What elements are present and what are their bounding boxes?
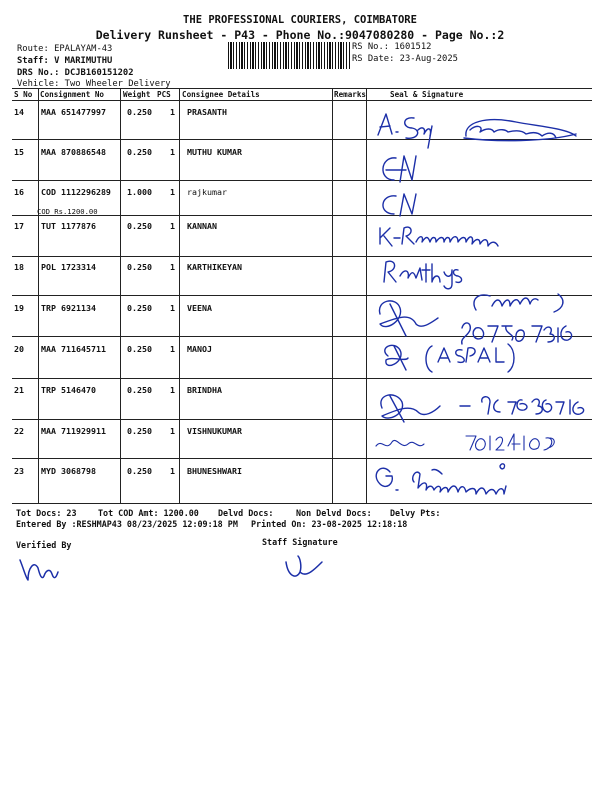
- signature-row-15: [383, 156, 416, 182]
- signature-row-22: [376, 434, 554, 450]
- row-consignee: BHUNESHWARI: [187, 466, 242, 476]
- row-consignee: KARTHIKEYAN: [187, 262, 242, 272]
- signature-row-16: [383, 194, 416, 216]
- col-header-consignment: Consignment No: [40, 90, 105, 99]
- signature-row-14: [378, 114, 576, 148]
- row-weight: 0.250: [127, 303, 152, 313]
- vehicle-label: Vehicle: Two Wheeler Delivery: [17, 79, 171, 89]
- row-weight: 0.250: [127, 466, 152, 476]
- row-consignment: MAA 711645711: [41, 344, 106, 354]
- row-sno: 14: [14, 107, 24, 117]
- row-weight: 0.250: [127, 385, 152, 395]
- row-sno: 21: [14, 385, 24, 395]
- row-consignment: MAA 711929911: [41, 426, 106, 436]
- row-pcs: 1: [170, 466, 175, 476]
- runsheet-title: Delivery Runsheet - P43 - Phone No.:9047080280 - Page No.:2: [95, 28, 505, 42]
- delivery-points: Delvy Pts:: [390, 508, 441, 518]
- verified-by-signature: [14, 550, 64, 590]
- row-consignment: MAA 870886548: [41, 147, 106, 157]
- row-sno: 18: [14, 262, 24, 272]
- staff-signature: [282, 548, 332, 586]
- row-sno: 15: [14, 147, 24, 157]
- row-pcs: 1: [170, 147, 175, 157]
- col-header-sno: S No: [14, 90, 33, 99]
- row-sno: 20: [14, 344, 24, 354]
- total-cod-amount: Tot COD Amt: 1200.00: [98, 508, 199, 518]
- row-consignee: MANOJ: [187, 344, 212, 354]
- verified-by-label: Verified By: [16, 540, 72, 550]
- row-cod-amount: COD Rs.1200.00: [37, 207, 98, 216]
- barcode: [228, 42, 350, 69]
- row-sno: 22: [14, 426, 24, 436]
- rs-no: RS No.: 1601512: [352, 42, 432, 52]
- row-weight: 1.000: [127, 187, 152, 197]
- row-pcs: 1: [170, 303, 175, 313]
- signature-row-20: [385, 344, 514, 372]
- row-pcs: 1: [170, 344, 175, 354]
- row-consignee: KANNAN: [187, 221, 217, 231]
- row-consignment: TRP 5146470: [41, 385, 96, 395]
- row-sno: 16: [14, 187, 24, 197]
- signature-row-18: [384, 261, 462, 289]
- row-consignment: TRP 6921134: [41, 303, 96, 313]
- row-consignee: rajkumar: [187, 187, 227, 197]
- row-weight: 0.250: [127, 221, 152, 231]
- row-sno: 19: [14, 303, 24, 313]
- signature-row-19: [379, 294, 571, 344]
- row-consignment: MAA 651477997: [41, 107, 106, 117]
- row-sno: 17: [14, 221, 24, 231]
- row-pcs: 1: [170, 262, 175, 272]
- non-delivered-docs: Non Delvd Docs:: [296, 508, 372, 518]
- row-consignee: PRASANTH: [187, 107, 227, 117]
- row-weight: 0.250: [127, 344, 152, 354]
- row-consignment: POL 1723314: [41, 262, 96, 272]
- printed-on: Printed On: 23-08-2025 12:18:18: [251, 519, 408, 529]
- row-pcs: 1: [170, 187, 175, 197]
- route-label: Route: EPALAYAM-43: [17, 44, 113, 54]
- row-pcs: 1: [170, 221, 175, 231]
- delivered-docs: Delvd Docs:: [218, 508, 274, 518]
- row-consignment: COD 1112296289: [41, 187, 111, 197]
- entered-by: Entered By :RESHMAP43 08/23/2025 12:09:18 PM: [16, 519, 238, 529]
- col-header-signature: Seal & Signature: [390, 90, 464, 99]
- col-header-remarks: Remarks: [334, 90, 367, 99]
- signature-row-23: [376, 464, 506, 494]
- drs-label: DRS No.: DCJB160151202: [17, 68, 134, 78]
- row-consignee: VEENA: [187, 303, 212, 313]
- company-name: THE PROFESSIONAL COURIERS, COIMBATORE: [183, 14, 417, 26]
- col-header-pcs: PCS: [157, 90, 171, 99]
- col-header-weight: Weight: [123, 90, 151, 99]
- row-pcs: 1: [170, 385, 175, 395]
- handwritten-signatures: [366, 100, 592, 503]
- row-weight: 0.250: [127, 426, 152, 436]
- row-consignee: VISHNUKUMAR: [187, 426, 242, 436]
- col-header-consignee: Consignee Details: [182, 90, 260, 99]
- rs-date: RS Date: 23-Aug-2025: [352, 54, 458, 64]
- row-consignment: TUT 1177876: [41, 221, 96, 231]
- signature-row-17: [380, 227, 498, 246]
- row-sno: 23: [14, 466, 24, 476]
- row-weight: 0.250: [127, 262, 152, 272]
- staff-label: Staff: V MARIMUTHU: [17, 56, 113, 66]
- row-pcs: 1: [170, 107, 175, 117]
- row-weight: 0.250: [127, 107, 152, 117]
- row-weight: 0.250: [127, 147, 152, 157]
- row-consignee: BRINDHA: [187, 385, 222, 395]
- total-docs: Tot Docs: 23: [16, 508, 77, 518]
- staff-signature-label: Staff Signature: [262, 537, 338, 547]
- row-consignee: MUTHU KUMAR: [187, 147, 242, 157]
- row-pcs: 1: [170, 426, 175, 436]
- row-consignment: MYD 3068798: [41, 466, 96, 476]
- signature-row-21: [381, 395, 584, 422]
